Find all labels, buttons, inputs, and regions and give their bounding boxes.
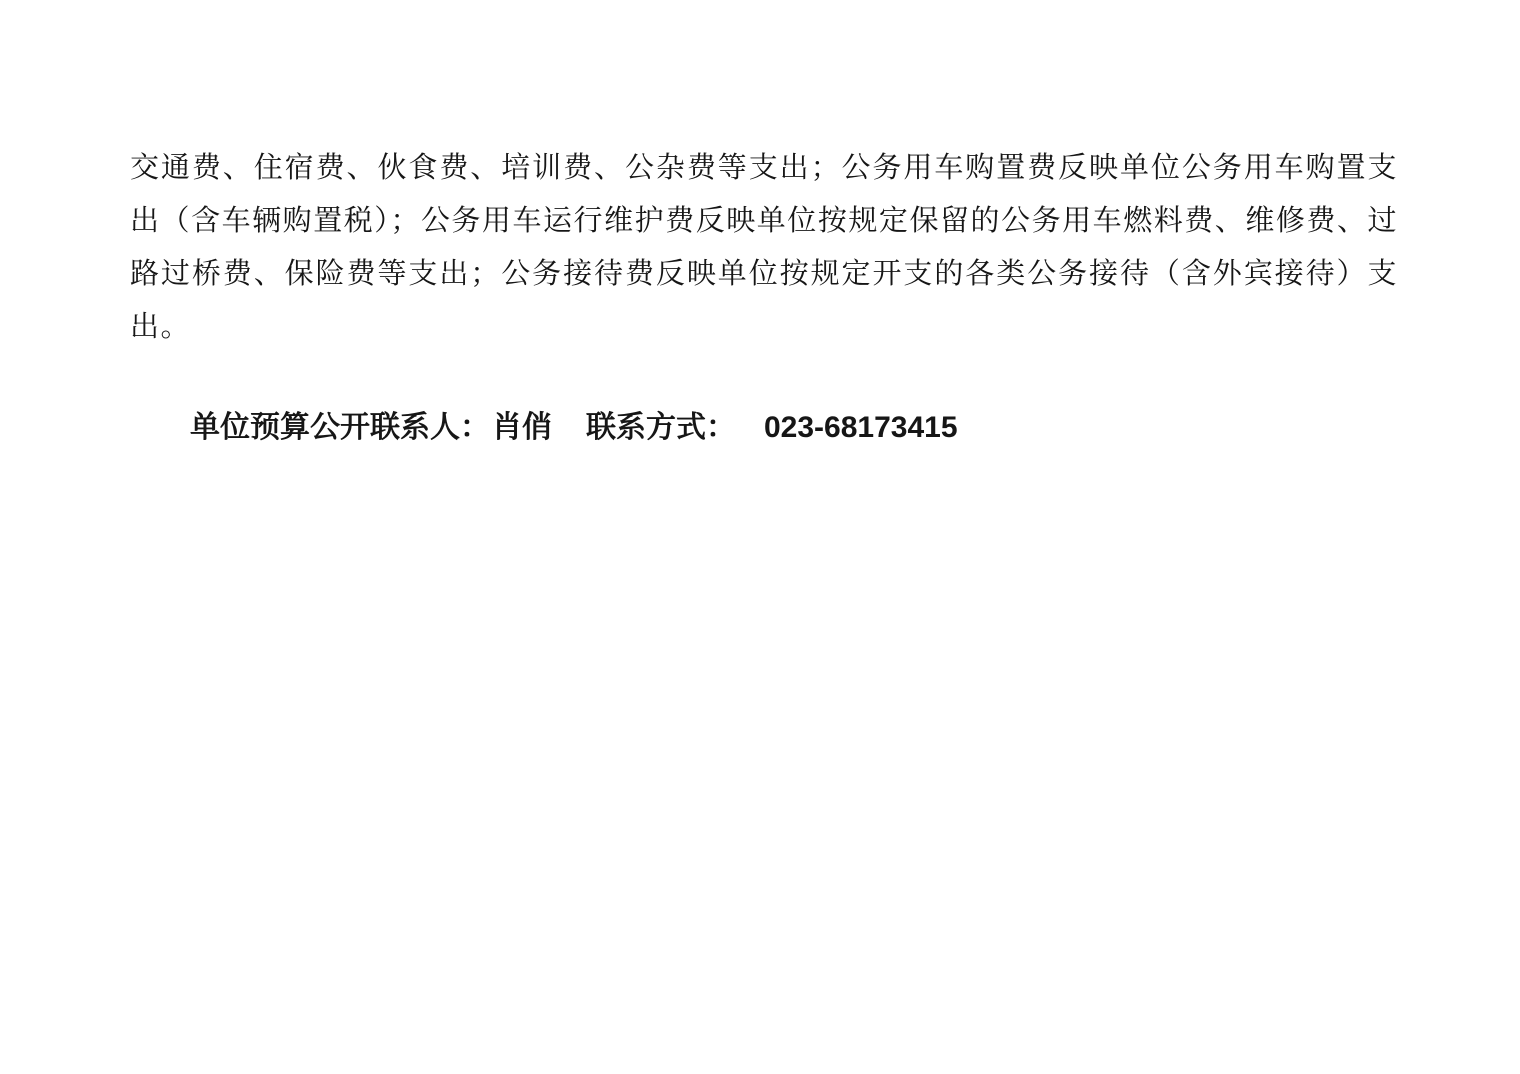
- contact-person-label: 单位预算公开联系人：: [190, 410, 490, 445]
- contact-phone-label: 联系方式：: [586, 410, 736, 445]
- expense-description-paragraph: 交通费、住宿费、伙食费、培训费、公杂费等支出；公务用车购置费反映单位公务用车购置支出（含车辆购置税）；公务用车运行维护费反映单位按规定保留的公务用车燃料费、维修费、过路过桥费、保险费等支出；公务接待费反映单位按规定开支的各类公务接待（含外宾接待）支出。: [130, 150, 1398, 343]
- contact-phone-number: 023-68173415: [764, 411, 958, 444]
- contact-person-name: 肖俏: [492, 410, 552, 445]
- budget-contact-line: [0, 407, 1520, 449]
